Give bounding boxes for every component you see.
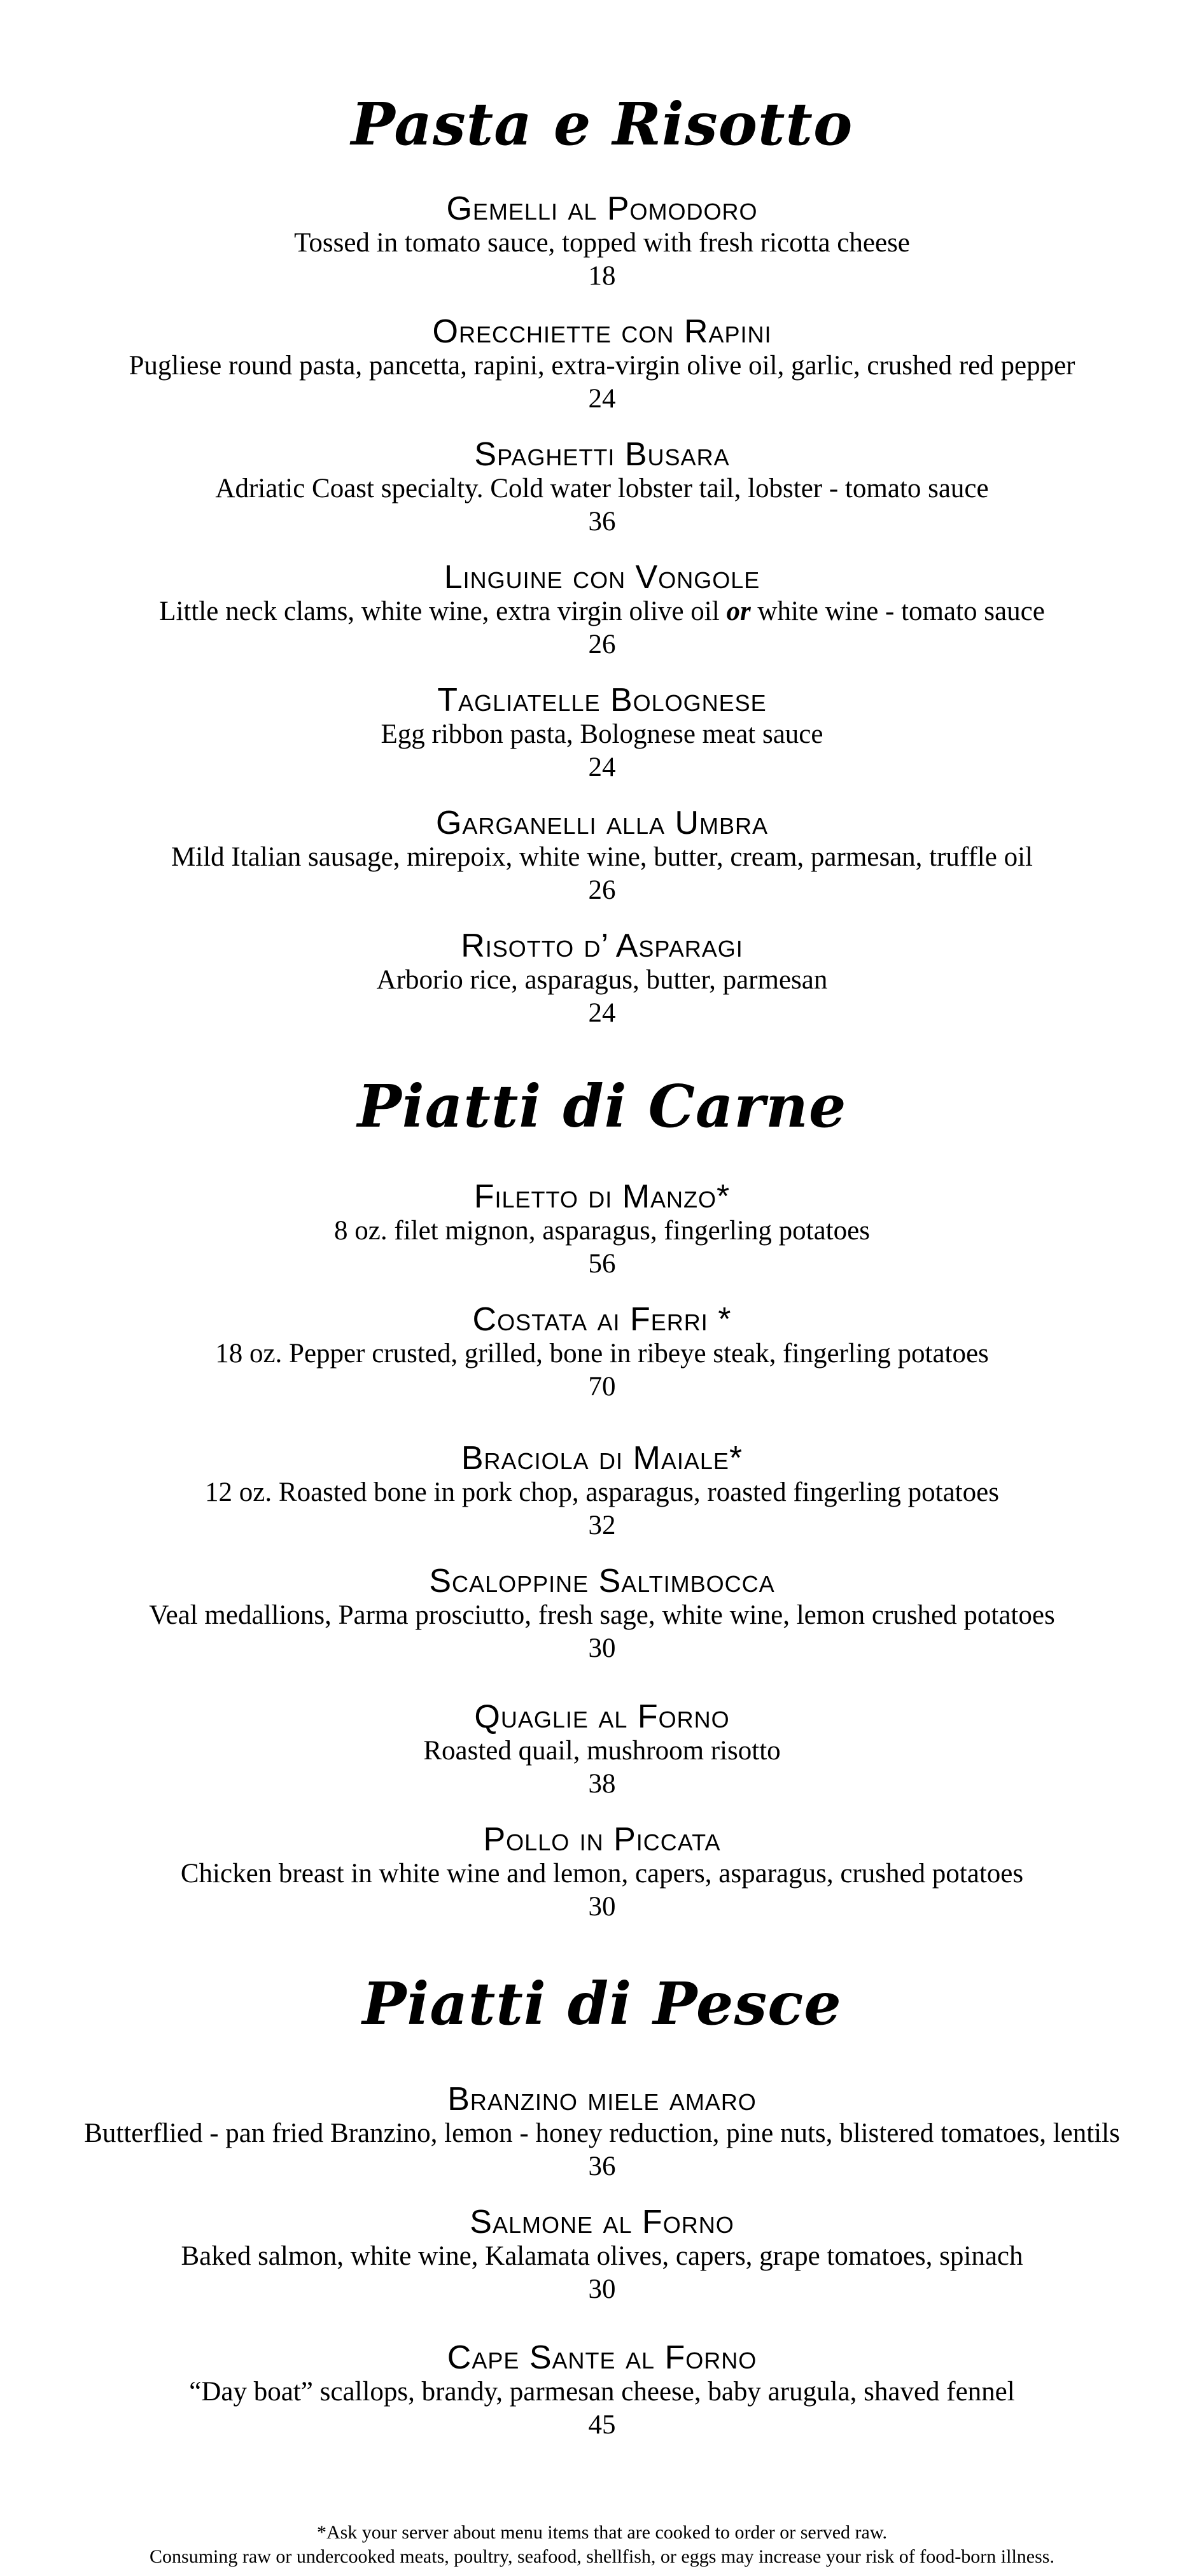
item-description-part: white wine - tomato sauce [750, 596, 1045, 626]
item-name: Spaghetti Busara [474, 436, 730, 473]
item-name: Cape Sante al Forno [447, 2339, 757, 2376]
menu-item [0, 805, 1204, 907]
item-name: Orecchiette con Rapini [432, 313, 772, 350]
menu-item [0, 928, 1204, 1030]
item-name: Braciola di Maiale* [461, 1440, 743, 1477]
section-title-pasta: Pasta e Risotto [351, 90, 853, 158]
item-name: Risotto d’ Asparagi [461, 927, 743, 964]
item-description: Roasted quail, mushroom risotto [423, 1736, 781, 1766]
menu-item [0, 1302, 1204, 1404]
item-name: Garganelli alla Umbra [435, 805, 769, 841]
item-price: 18 [588, 261, 616, 291]
item-description: Adriatic Coast specialty. Cold water lobster tail, lobster - tomato sauce [215, 474, 989, 503]
item-price: 24 [588, 752, 616, 782]
item-price: 30 [588, 1892, 616, 1922]
item-description: Pugliese round pasta, pancetta, rapini, extra-virgin olive oil, garlic, crushed red pepper [129, 351, 1075, 381]
item-description: Arborio rice, asparagus, butter, parmesan [376, 965, 828, 995]
item-price: 36 [588, 2151, 616, 2181]
item-price: 30 [588, 2274, 616, 2304]
item-name: Gemelli al Pomodoro [446, 190, 758, 227]
menu-item [0, 2081, 1204, 2183]
item-description: Egg ribbon pasta, Bolognese meat sauce [381, 719, 823, 749]
item-description: Chicken breast in white wine and lemon, capers, asparagus, crushed potatoes [180, 1859, 1024, 1889]
item-name: Filetto di Manzo* [473, 1178, 731, 1215]
item-description: Veal medallions, Parma prosciutto, fresh sage, white wine, lemon crushed potatoes [149, 1600, 1055, 1630]
item-price: 32 [588, 1510, 616, 1540]
item-price: 30 [588, 1633, 616, 1663]
item-price: 45 [588, 2410, 616, 2440]
item-description: Baked salmon, white wine, Kalamata olives, capers, grape tomatoes, spinach [181, 2241, 1023, 2271]
item-price: 26 [588, 875, 616, 905]
item-name: Branzino miele amaro [447, 2081, 757, 2118]
footer-note [0, 2521, 1204, 2569]
item-name: Pollo in Piccata [483, 1821, 721, 1858]
section-title-carne: Piatti di Carne [357, 1072, 847, 1141]
menu-item [0, 1440, 1204, 1542]
item-description: 12 oz. Roasted bone in pork chop, asparagus, roasted fingerling potatoes [205, 1477, 999, 1507]
menu-item [0, 560, 1204, 661]
item-description: 8 oz. filet mignon, asparagus, fingerling potatoes [334, 1216, 870, 1246]
item-price: 36 [588, 507, 616, 537]
section-title-pesce: Piatti di Pesce [362, 1969, 842, 2038]
item-name: Tagliatelle Bolognese [437, 682, 767, 719]
menu-item [0, 1699, 1204, 1801]
item-description: Tossed in tomato sauce, topped with fresh ricotta cheese [294, 228, 910, 258]
item-name: Linguine con Vongole [444, 559, 760, 596]
menu-item [0, 682, 1204, 784]
footer-line-2: Consuming raw or undercooked meats, poultry, seafood, shellfish, or eggs may increase your risk of food-born illness. [150, 2546, 1054, 2567]
item-price: 70 [588, 1372, 616, 1402]
item-price: 38 [588, 1769, 616, 1799]
item-price: 26 [588, 630, 616, 659]
item-name: Costata ai Ferri * [472, 1301, 732, 1338]
item-name: Scaloppine Saltimbocca [429, 1563, 775, 1600]
item-price: 24 [588, 998, 616, 1028]
menu-item [0, 2204, 1204, 2306]
item-price: 24 [588, 384, 616, 414]
menu-item [0, 1563, 1204, 1665]
menu-item [0, 2340, 1204, 2442]
item-description-part: Little neck clams, white wine, extra virgin olive oil [159, 596, 727, 626]
menu-item [0, 437, 1204, 538]
item-price: 56 [588, 1249, 616, 1279]
menu-item [0, 314, 1204, 416]
item-description: Mild Italian sausage, mirepoix, white wine, butter, cream, parmesan, truffle oil [171, 842, 1033, 872]
menu-item [0, 1179, 1204, 1281]
menu-item [0, 1822, 1204, 1924]
item-description: 18 oz. Pepper crusted, grilled, bone in ribeye steak, fingerling potatoes [215, 1339, 989, 1369]
item-description: Butterflied - pan fried Branzino, lemon - honey reduction, pine nuts, blistered tomatoes, lentils [84, 2118, 1120, 2148]
item-description: “Day boat” scallops, brandy, parmesan cheese, baby arugula, shaved fennel [189, 2377, 1015, 2407]
item-name: Salmone al Forno [470, 2204, 734, 2241]
item-description-emphasis: or [726, 596, 751, 626]
menu-item [0, 191, 1204, 293]
item-name: Quaglie al Forno [474, 1698, 730, 1735]
footer-line-1: *Ask your server about menu items that are cooked to order or served raw. [316, 2522, 888, 2543]
item-description [0, 595, 1204, 628]
